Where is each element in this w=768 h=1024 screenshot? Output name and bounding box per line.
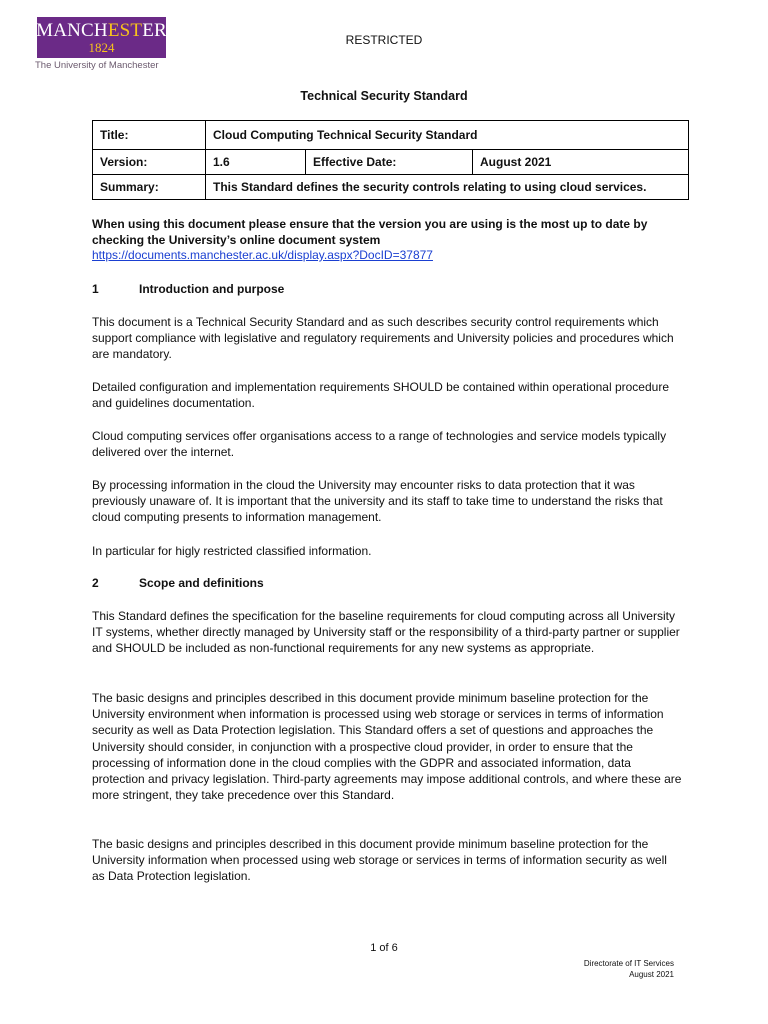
title-value: Cloud Computing Technical Security Standard bbox=[206, 121, 689, 150]
paragraph: Detailed configuration and implementation requirements SHOULD be contained within operational procedure and guidelines documentation. bbox=[92, 380, 670, 411]
paragraph: The basic designs and principles described in this document provide minimum baseline protection for the University information when processed using web storage or services in terms of information security as well as Data Protection legislation. bbox=[92, 837, 667, 884]
section-title: Scope and definitions bbox=[139, 576, 264, 590]
document-meta-table bbox=[92, 120, 689, 200]
effective-date-value: August 2021 bbox=[473, 150, 689, 175]
logo-subtitle: The University of Manchester bbox=[35, 60, 159, 71]
logo-wordmark: MANCHESTER bbox=[36, 20, 167, 41]
table-row bbox=[93, 150, 689, 175]
summary-label: Summary: bbox=[93, 175, 206, 200]
version-notice: When using this document please ensure that the version you are using is the most up to date by checking the University’s online document system bbox=[92, 217, 648, 247]
section-1-heading bbox=[92, 282, 284, 296]
effective-date-label: Effective Date: bbox=[306, 150, 473, 175]
version-value: 1.6 bbox=[206, 150, 306, 175]
section-number: 1 bbox=[92, 282, 99, 296]
document-system-link[interactable]: https://documents.manchester.ac.uk/display.aspx?DocID=37877 bbox=[92, 248, 433, 262]
paragraph: The basic designs and principles described in this document provide minimum baseline protection for the University environment when information is processed using web storage or services in terms of information security as well as Data Protection legislation. This Standard offers a set of questions and approaches the University should consider, in conjunction with a prospective cloud provider, in order to ensure that the processing of information done in the cloud complies with the GDPR and associated information, data protection and privacy legislation. Third-party agreements may impose additional controls, and where these are more stringent, they take precedence over this Standard. bbox=[92, 691, 682, 803]
paragraph: By processing information in the cloud the University may encounter risks to data protection that it was previously unaware of. It is important that the university and its staff to take time to understand the risks that cloud computing presents to information management. bbox=[92, 478, 663, 525]
table-row bbox=[93, 121, 689, 150]
footer-date: August 2021 bbox=[629, 970, 674, 979]
page-footer bbox=[584, 958, 674, 980]
table-row bbox=[93, 175, 689, 200]
summary-value: This Standard defines the security controls relating to using cloud services. bbox=[206, 175, 689, 200]
section-2-heading bbox=[92, 576, 264, 590]
version-label: Version: bbox=[93, 150, 206, 175]
document-heading: Technical Security Standard bbox=[300, 89, 468, 103]
section-number: 2 bbox=[92, 576, 99, 590]
paragraph: Cloud computing services offer organisations access to a range of technologies and service models typically delivered over the internet. bbox=[92, 429, 667, 460]
footer-department: Directorate of IT Services bbox=[583, 959, 674, 968]
title-label: Title: bbox=[93, 121, 206, 150]
logo-year: 1824 bbox=[88, 40, 115, 55]
paragraph: This document is a Technical Security Standard and as such describes security control requirements which support compliance with legislative and regulatory requirements and University policies and procedures which are mandatory. bbox=[92, 315, 674, 362]
page-number: 1 of 6 bbox=[370, 942, 398, 954]
paragraph: This Standard defines the specification for the baseline requirements for cloud computing across all University IT systems, whether directly managed by University staff or the responsibility of a third-party partner or supplier and SHOULD be included as non-functional requirements for any new systems as appropriate. bbox=[92, 609, 680, 656]
section-title: Introduction and purpose bbox=[139, 282, 285, 296]
paragraph: In particular for higly restricted classified information. bbox=[92, 544, 372, 558]
classification-label: RESTRICTED bbox=[345, 33, 423, 47]
